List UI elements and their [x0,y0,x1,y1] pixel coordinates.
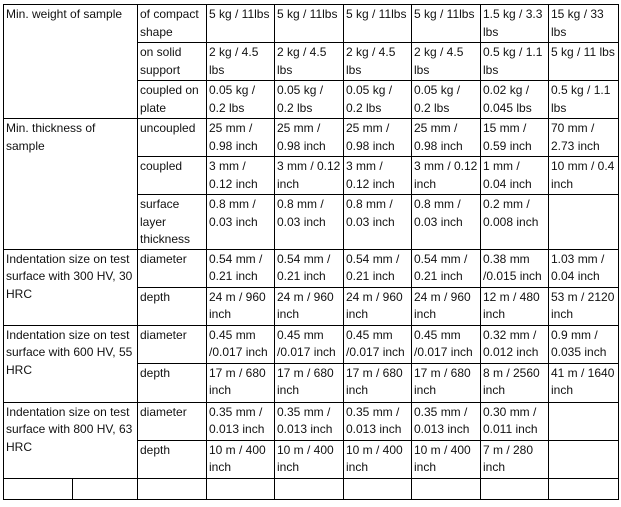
table-cell: 17 m / 680 inch [207,363,275,402]
table-cell: 0.30 mm / 0.011 inch [481,402,549,440]
table-cell: 17 m / 680 inch [412,363,481,402]
row-sub-label: on solid support [138,43,207,81]
row-sub-label: diameter [138,402,207,440]
table-cell: 8 m / 2560 inch [481,363,549,402]
table-cell: 5 kg / 11lbs [344,5,412,43]
table-cell: 10 m / 400 inch [412,440,481,478]
table-cell: 0.8 mm / 0.03 inch [207,195,275,250]
table-cell: 0.54 mm / 0.21 inch [344,249,412,287]
table-cell: 0.45 mm /0.017 inch [344,325,412,363]
table-cell: 0.05 kg / 0.2 lbs [275,81,344,119]
row-group-label: Indentation size on test surface with 600 HV, 55 HRC [4,325,138,402]
row-group-label: Indentation size on test surface with 800 HV, 63 HRC [4,402,138,478]
table-cell: 15 mm / 0.59 inch [481,119,549,157]
table-cell: 3 mm / 0.12 inch [207,157,275,195]
table-cell: 0.35 mm / 0.013 inch [412,402,481,440]
table-cell: 0.05 kg / 0.2 lbs [344,81,412,119]
table-row [4,5,619,43]
table-cell: 0.9 mm / 0.035 inch [549,325,619,363]
table-cell: 25 mm / 0.98 inch [207,119,275,157]
table-cell: 12 m / 480 inch [481,287,549,325]
table-cell: 0.45 mm /0.017 inch [207,325,275,363]
row-group-label: Indentation size on test surface with 300 HV, 30 HRC [4,249,138,325]
table-cell: 1.03 mm / 0.04 inch [549,249,619,287]
table-cell: 25 mm / 0.98 inch [344,119,412,157]
row-sub-label: coupled [138,157,207,195]
table-cell: 0.35 mm / 0.013 inch [207,402,275,440]
table-cell: 0.5 kg / 1.1 lbs [481,43,549,81]
table-cell [481,478,549,499]
table-cell: 0.54 mm / 0.21 inch [207,249,275,287]
row-sub-label: coupled on plate [138,81,207,119]
table-cell: 0.8 mm / 0.03 inch [412,195,481,250]
row-sub-label: depth [138,363,207,402]
table-row [4,119,619,157]
table-cell [138,478,207,499]
table-cell [4,478,73,499]
table-cell: 5 kg / 11lbs [207,5,275,43]
row-sub-label: depth [138,440,207,478]
table-cell: 0.45 mm /0.017 inch [412,325,481,363]
table-cell [344,478,412,499]
table-cell: 0.05 kg / 0.2 lbs [412,81,481,119]
table-cell: 0.35 mm / 0.013 inch [344,402,412,440]
row-sub-label: depth [138,287,207,325]
table-cell: 0.38 mm /0.015 inch [481,249,549,287]
row-sub-label: diameter [138,249,207,287]
table-cell: 0.45 mm /0.017 inch [275,325,344,363]
table-cell: 0.54 mm / 0.21 inch [275,249,344,287]
table-cell: 5 kg / 11 lbs [549,43,619,81]
table-cell: 0.8 mm / 0.03 inch [344,195,412,250]
table-cell [73,478,138,499]
table-cell: 0.54 mm / 0.21 inch [412,249,481,287]
table-cell: 5 kg / 11lbs [412,5,481,43]
table-cell: 5 kg / 11lbs [275,5,344,43]
table-cell: 2 kg / 4.5 lbs [275,43,344,81]
table-cell: 0.05 kg / 0.2 lbs [207,81,275,119]
table-cell [549,478,619,499]
table-cell [549,195,619,250]
table-cell: 10 m / 400 inch [344,440,412,478]
table-cell: 7 m / 280 inch [481,440,549,478]
row-sub-label: of compact shape [138,5,207,43]
table-cell: 3 mm / 0.12 inch [412,157,481,195]
table-row [4,478,619,499]
table-cell: 70 mm / 2.73 inch [549,119,619,157]
table-cell: 24 m / 960 inch [344,287,412,325]
table-cell [549,440,619,478]
table-cell: 10 m / 400 inch [207,440,275,478]
table-cell: 10 mm / 0.4 inch [549,157,619,195]
row-sub-label: diameter [138,325,207,363]
table-cell: 2 kg / 4.5 lbs [344,43,412,81]
table-cell [275,478,344,499]
row-sub-label: uncoupled [138,119,207,157]
table-cell [207,478,275,499]
table-cell: 53 m / 2120 inch [549,287,619,325]
table-cell: 1 mm / 0.04 inch [481,157,549,195]
table-cell: 24 m / 960 inch [207,287,275,325]
table-cell: 24 m / 960 inch [412,287,481,325]
table-row [4,249,619,287]
table-cell: 0.32 mm / 0.012 inch [481,325,549,363]
table-cell: 3 mm / 0.12 inch [275,157,344,195]
table-cell: 0.02 kg / 0.045 lbs [481,81,549,119]
table-cell: 0.8 mm / 0.03 inch [275,195,344,250]
table-cell: 3 mm / 0.12 inch [344,157,412,195]
row-group-label: Min. thickness of sample [4,119,138,250]
table-cell: 25 mm / 0.98 inch [412,119,481,157]
table-cell: 2 kg / 4.5 lbs [207,43,275,81]
table-cell: 1.5 kg / 3.3 lbs [481,5,549,43]
table-cell [549,402,619,440]
table-body [4,5,619,500]
table-cell: 10 m / 400 inch [275,440,344,478]
table-cell: 15 kg / 33 lbs [549,5,619,43]
row-sub-label: surface layer thickness [138,195,207,250]
table-row [4,402,619,440]
table-cell: 25 mm / 0.98 inch [275,119,344,157]
row-group-label: Min. weight of sample [4,5,138,119]
specifications-table [3,4,619,500]
table-cell: 2 kg / 4.5 lbs [412,43,481,81]
table-cell: 0.35 mm / 0.013 inch [275,402,344,440]
table-cell: 24 m / 960 inch [275,287,344,325]
table-cell: 0.5 kg / 1.1 lbs [549,81,619,119]
table-cell: 0.2 mm / 0.008 inch [481,195,549,250]
table-cell: 17 m / 680 inch [275,363,344,402]
table-cell: 17 m / 680 inch [344,363,412,402]
table-cell [412,478,481,499]
table-row [4,325,619,363]
table-cell: 41 m / 1640 inch [549,363,619,402]
